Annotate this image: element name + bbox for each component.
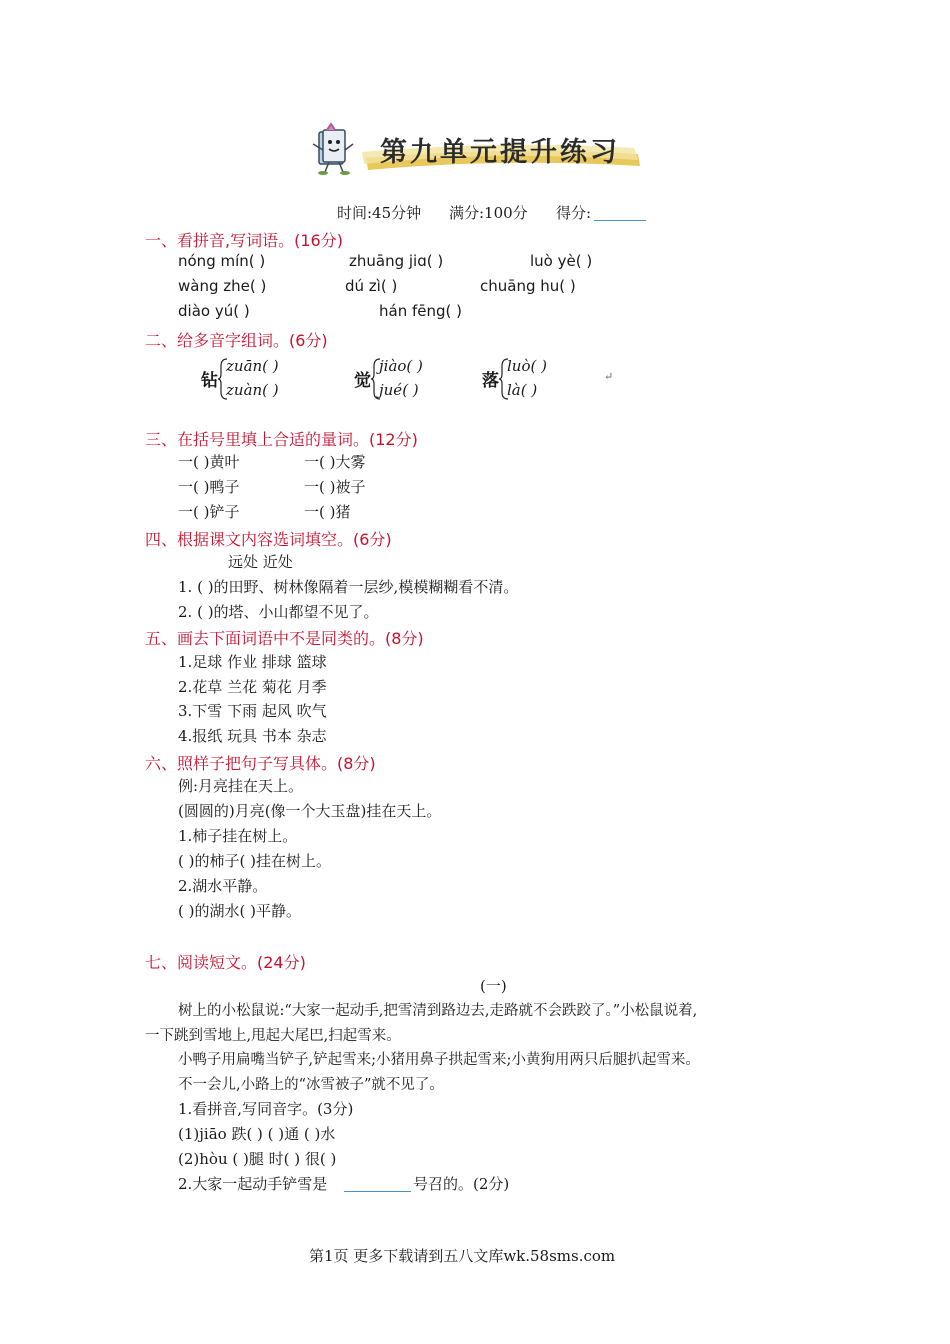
answer-blank[interactable] xyxy=(344,1175,411,1192)
reading-question: 2.大家一起动手铲雪是 xyxy=(178,1175,328,1193)
pinyin-item: diào yú( ) xyxy=(178,302,250,320)
measure-word-item: 一( )黄叶 xyxy=(178,453,240,471)
polyphone-char: 落 xyxy=(482,371,499,391)
polyphone-reading: luò( ) xyxy=(507,357,547,375)
homophone-row: (2)hòu ( )腿 时( ) 很( ) xyxy=(178,1150,337,1168)
passage-paragraph: 树上的小松鼠说:“大家一起动手,把雪清到路边去,走路就不会跌跤了。”小松鼠说着, xyxy=(178,1003,698,1019)
pinyin-item: luò yè( ) xyxy=(530,252,593,270)
time-limit: 时间:45分钟 xyxy=(337,204,422,222)
score-blank[interactable] xyxy=(594,204,646,221)
word-group: 1.足球 作业 排球 篮球 xyxy=(178,653,327,671)
measure-word-item: 一( )大雾 xyxy=(304,453,366,471)
sentence-answer: ( )的湖水( )平静。 xyxy=(178,902,301,920)
word-group: 3.下雪 下雨 起风 吹气 xyxy=(178,702,327,720)
word-options: 远处 近处 xyxy=(228,553,293,571)
fill-question: 1. ( )的田野、树林像隔着一层纱,模模糊糊看不清。 xyxy=(178,578,519,596)
section-7-heading: 七、阅读短文。(24分) xyxy=(145,953,306,972)
passage-paragraph: 不一会儿,小路上的“冰雪被子”就不见了。 xyxy=(178,1077,444,1093)
measure-word-item: 一( )被子 xyxy=(304,478,366,496)
polyphone-reading: zuān( ) xyxy=(226,357,279,375)
pinyin-item: wàng zhe( ) xyxy=(178,277,267,295)
full-score: 满分:100分 xyxy=(449,204,528,222)
polyphone-char: 觉 xyxy=(354,371,371,391)
word-group: 2.花草 兰花 菊花 月季 xyxy=(178,678,327,696)
section-4-heading: 四、根据课文内容选词填空。(6分) xyxy=(145,530,392,549)
polyphone-reading: zuàn( ) xyxy=(226,381,279,399)
passage-part-label: (一) xyxy=(480,977,507,995)
score-label: 得分: xyxy=(556,204,592,222)
passage-paragraph: 小鸭子用扁嘴当铲子,铲起雪来;小猪用鼻子拱起雪来;小黄狗用两只后腿扒起雪来。 xyxy=(178,1052,700,1068)
pinyin-item: zhuāng jiɑ( ) xyxy=(349,252,444,270)
polyphone-reading: jiào( ) xyxy=(379,357,423,375)
polyphone-reading: jué( ) xyxy=(379,381,419,399)
measure-word-item: 一( )鸭子 xyxy=(178,478,240,496)
polyphone-reading: là( ) xyxy=(507,381,538,399)
section-5-heading: 五、画去下面词语中不是同类的。(8分) xyxy=(145,629,424,648)
section-6-heading: 六、照样子把句子写具体。(8分) xyxy=(145,754,376,773)
polyphone-char: 钻 xyxy=(201,371,218,391)
example-sentence: (圆圆的)月亮(像一个大玉盘)挂在天上。 xyxy=(178,802,442,820)
reading-question: 1.看拼音,写同音字。(3分) xyxy=(178,1100,354,1118)
example-label: 例:月亮挂在天上。 xyxy=(178,777,304,795)
homophone-row: (1)jiāo 跌( ) ( )通 ( )水 xyxy=(178,1125,336,1143)
sentence-question: 1.柿子挂在树上。 xyxy=(178,827,298,845)
page-title: 第九单元提升练习 xyxy=(380,137,620,168)
section-1-heading: 一、看拼音,写词语。(16分) xyxy=(145,231,343,250)
passage-paragraph: 一下跳到雪地上,甩起大尾巴,扫起雪来。 xyxy=(145,1028,401,1044)
reading-question-tail: 号召的。(2分) xyxy=(413,1175,510,1193)
pinyin-item: dú zì( ) xyxy=(345,277,398,295)
measure-word-item: 一( )猪 xyxy=(304,503,351,521)
pinyin-item: nóng mín( ) xyxy=(178,252,266,270)
section-3-heading: 三、在括号里填上合适的量词。(12分) xyxy=(145,430,418,449)
measure-word-item: 一( )铲子 xyxy=(178,503,240,521)
sentence-question: 2.湖水平静。 xyxy=(178,877,268,895)
section-2-heading: 二、给多音字组词。(6分) xyxy=(145,331,328,350)
return-mark-icon: ↵ xyxy=(604,370,614,383)
fill-question: 2. ( )的塔、小山都望不见了。 xyxy=(178,603,379,621)
word-group: 4.报纸 玩具 书本 杂志 xyxy=(178,727,327,745)
pinyin-item: hán fēng( ) xyxy=(379,302,462,320)
sentence-answer: ( )的柿子( )挂在树上。 xyxy=(178,852,331,870)
page-footer: 第1页 更多下载请到五八文库wk.58sms.com xyxy=(309,1247,616,1265)
pinyin-item: chuāng hu( ) xyxy=(480,277,576,295)
book-mascot-icon xyxy=(305,122,357,178)
